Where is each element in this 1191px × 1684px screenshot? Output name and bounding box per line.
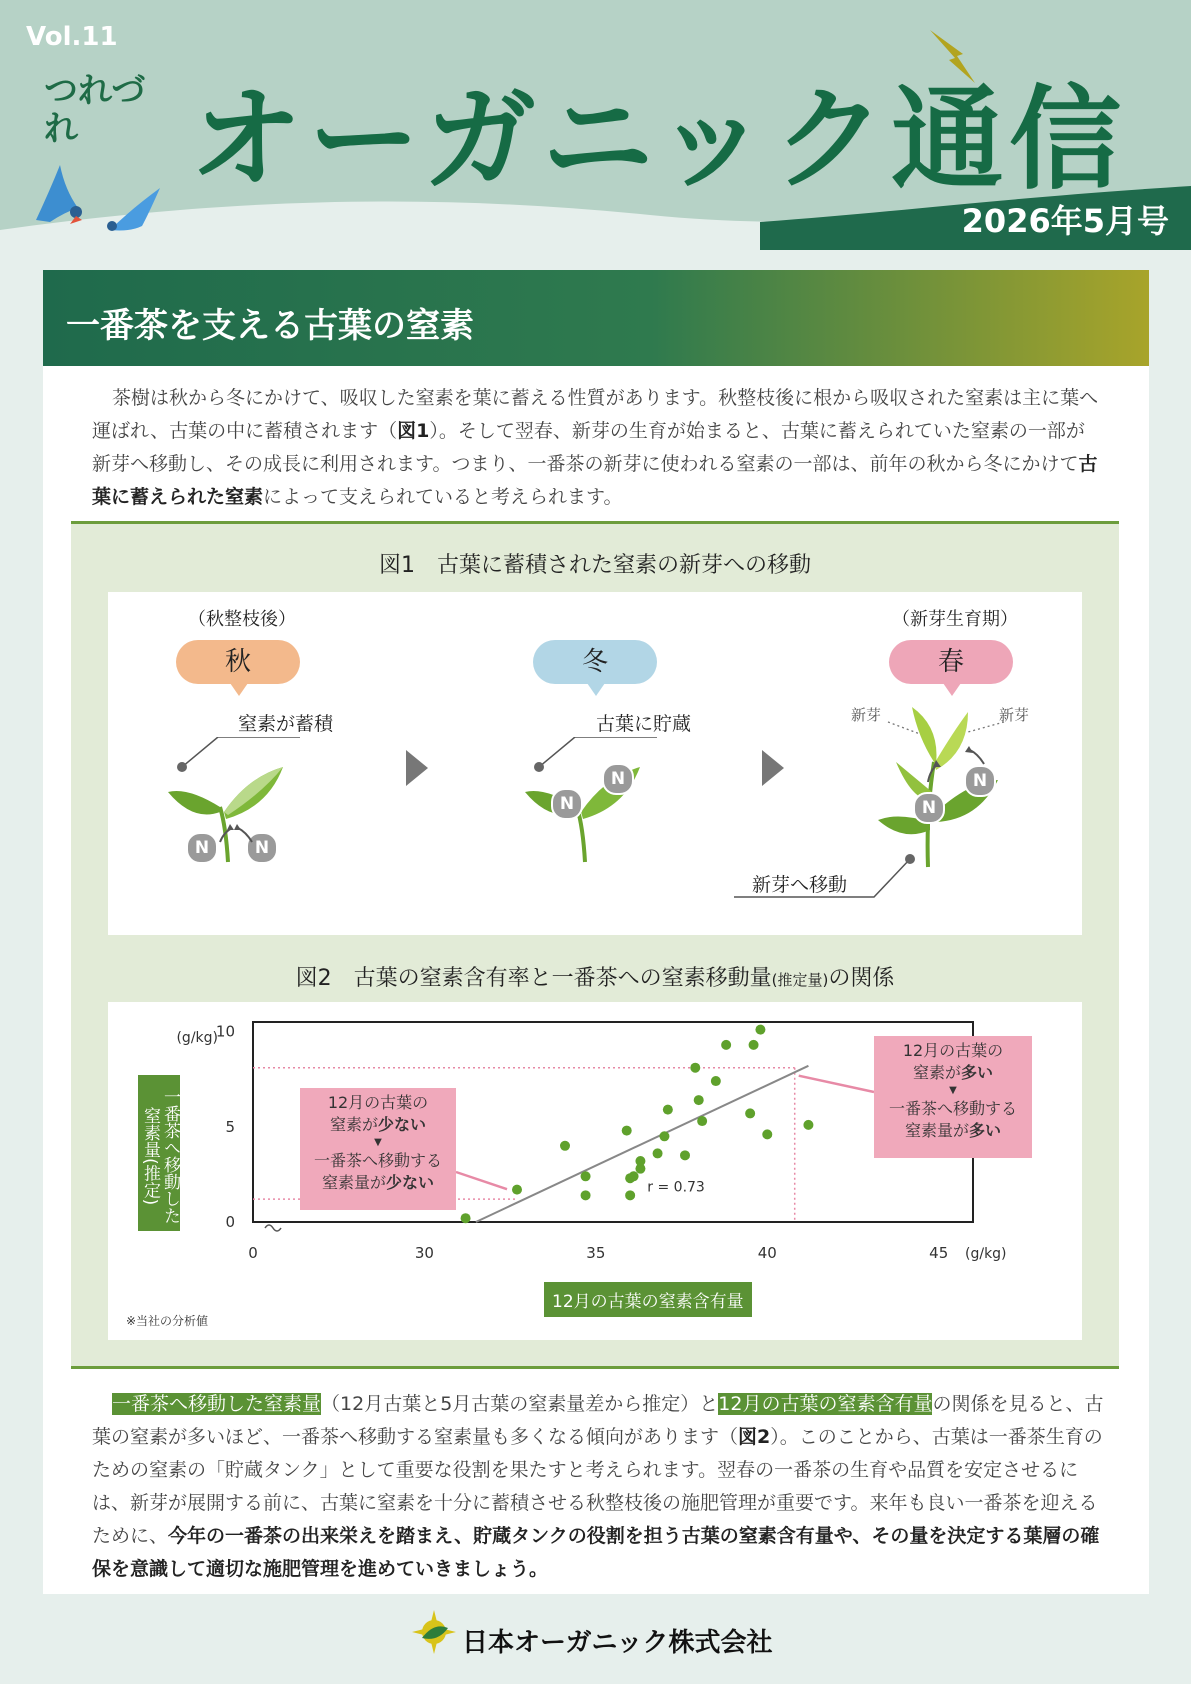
next-arrow-icon bbox=[406, 750, 428, 786]
low-nitrogen-annotation bbox=[300, 1088, 456, 1210]
high-annotation-emph: 多い bbox=[961, 1063, 994, 1082]
nitrogen-ball: N bbox=[186, 832, 218, 864]
conclusion-paragraph bbox=[92, 1388, 1112, 1586]
high-annotation-line1: 12月の古葉の bbox=[902, 1041, 1004, 1060]
x-unit-label: (g/kg) bbox=[965, 1246, 1007, 1262]
data-point bbox=[512, 1185, 522, 1195]
y-unit-label: (g/kg) bbox=[176, 1030, 218, 1046]
trend-line bbox=[476, 1066, 809, 1222]
autumn-bubble: 秋 bbox=[176, 640, 300, 684]
spring-subtitle: （新芽生育期） bbox=[892, 609, 1018, 630]
high-annotation-line2 bbox=[874, 1062, 1032, 1084]
down-triangle-icon: ▼ bbox=[949, 1085, 957, 1096]
data-point bbox=[721, 1040, 731, 1050]
data-point bbox=[762, 1129, 772, 1139]
low-annotation-line2 bbox=[300, 1114, 456, 1136]
y-axis-label: 一番茶へ移動した窒素量(推定) bbox=[138, 1075, 180, 1231]
low-annotation-text: 窒素量が bbox=[321, 1173, 386, 1192]
annotation-pointer-high bbox=[799, 1076, 874, 1092]
high-annotation-line4 bbox=[874, 1120, 1032, 1142]
sprout-label-left: 新芽 bbox=[851, 706, 882, 724]
data-point bbox=[461, 1213, 471, 1223]
data-point bbox=[581, 1171, 591, 1181]
fig2-chart-box bbox=[108, 1002, 1082, 1340]
nitrogen-ball: N bbox=[964, 765, 996, 797]
data-point bbox=[745, 1108, 755, 1118]
y-tick-label: 10 bbox=[215, 1022, 235, 1041]
intro-text-3: によって支えられていると考えられます。 bbox=[263, 486, 623, 508]
volume-number: Vol.11 bbox=[26, 22, 118, 52]
conclusion-highlight-2: 12月の古葉の窒素含有量 bbox=[718, 1393, 933, 1415]
intro-fig-ref: 図1 bbox=[397, 420, 430, 442]
fig2-title-small: (推定量) bbox=[771, 971, 829, 989]
data-point bbox=[653, 1148, 663, 1158]
data-point bbox=[622, 1126, 632, 1136]
high-annotation-emph: 多い bbox=[969, 1121, 1002, 1140]
high-annotation-text: 窒素が bbox=[912, 1063, 961, 1082]
low-annotation-line1: 12月の古葉の bbox=[327, 1093, 429, 1112]
fig2-title bbox=[71, 961, 1119, 992]
autumn-subtitle: （秋整枝後） bbox=[188, 609, 296, 630]
newsletter-title: オーガニック通信 bbox=[190, 75, 1128, 205]
fig2-title-end: の関係 bbox=[828, 966, 895, 991]
data-point bbox=[697, 1116, 707, 1126]
data-point bbox=[659, 1131, 669, 1141]
correlation-label: r = 0.73 bbox=[647, 1179, 705, 1196]
fig2-title-main: 図2 古葉の窒素含有率と一番茶への窒素移動量 bbox=[295, 966, 772, 991]
low-annotation-text: 窒素が bbox=[329, 1115, 378, 1134]
nitrogen-ball: N bbox=[602, 763, 634, 795]
up-arrows-icon bbox=[216, 820, 256, 850]
x-tick-label: 40 bbox=[757, 1244, 777, 1262]
data-point bbox=[749, 1040, 759, 1050]
data-point bbox=[711, 1076, 721, 1086]
data-point bbox=[803, 1120, 813, 1130]
x-tick-label: 0 bbox=[248, 1244, 258, 1262]
up-arrows-icon bbox=[926, 742, 986, 792]
data-point bbox=[625, 1190, 635, 1200]
low-annotation-emph: 少ない bbox=[378, 1115, 427, 1134]
swallows-illustration bbox=[30, 160, 180, 240]
data-point bbox=[581, 1190, 591, 1200]
sprout-label-right: 新芽 bbox=[999, 706, 1030, 724]
spring-label: 新芽へ移動 bbox=[752, 874, 848, 896]
x-axis-label: 12月の古葉の窒素含有量 bbox=[544, 1282, 752, 1317]
intro-text-1: 茶樹は秋から冬にかけて、吸収した窒素を葉に蓄える性質があります。秋整枝後に根から吸収された窒素は主に葉へ運ばれ、古葉の中に蓄積されます（ bbox=[92, 387, 1099, 442]
winter-bubble: 冬 bbox=[533, 640, 657, 684]
article-title: 一番茶を支える古葉の窒素 bbox=[66, 306, 474, 346]
y-tick-label: 5 bbox=[225, 1117, 235, 1136]
fig1-title: 図1 古葉に蓄積された窒素の新芽への移動 bbox=[379, 553, 811, 578]
low-annotation-line4 bbox=[300, 1172, 456, 1194]
issue-date: 2026年5月号 bbox=[961, 202, 1169, 240]
analysis-note: ※当社の分析値 bbox=[126, 1314, 209, 1328]
nitrogen-ball: N bbox=[913, 792, 945, 824]
data-point bbox=[635, 1156, 645, 1166]
axis-break-mark bbox=[265, 1225, 281, 1231]
autumn-label: 窒素が蓄積 bbox=[238, 713, 334, 735]
data-point bbox=[629, 1171, 639, 1181]
company-logo-icon bbox=[410, 1608, 458, 1656]
low-annotation-line3: 一番茶へ移動する bbox=[313, 1151, 442, 1170]
next-arrow-icon bbox=[762, 750, 784, 786]
high-annotation-text: 窒素量が bbox=[904, 1121, 969, 1140]
nitrogen-ball: N bbox=[551, 788, 583, 820]
high-nitrogen-annotation bbox=[874, 1036, 1032, 1158]
intro-paragraph bbox=[92, 382, 1102, 514]
winter-label: 古葉に貯蔵 bbox=[596, 713, 692, 735]
conclusion-bold: 今年の一番茶の出来栄えを踏まえ、貯蔵タンクの役割を担う古葉の窒素含有量や、その量を決定する葉層の確保を意識して適切な施肥管理を進めていきましょう。 bbox=[92, 1525, 1100, 1580]
data-point bbox=[560, 1141, 570, 1151]
y-tick-label: 0 bbox=[225, 1213, 235, 1231]
conclusion-highlight-1: 一番茶へ移動した窒素量 bbox=[112, 1393, 322, 1415]
data-point bbox=[690, 1063, 700, 1073]
data-point bbox=[755, 1025, 765, 1035]
data-point bbox=[694, 1095, 704, 1105]
x-tick-label: 35 bbox=[586, 1244, 606, 1262]
x-tick-label: 30 bbox=[414, 1244, 434, 1262]
spring-bubble: 春 bbox=[889, 640, 1013, 684]
fig1-diagram bbox=[108, 592, 1082, 935]
data-point bbox=[663, 1105, 673, 1115]
low-annotation-emph: 少ない bbox=[386, 1173, 435, 1192]
nitrogen-ball: N bbox=[246, 832, 278, 864]
intro-bold: 古葉に蓄えられた窒素 bbox=[92, 453, 1098, 508]
down-triangle-icon: ▼ bbox=[374, 1137, 382, 1148]
conclusion-fig-ref: 図2 bbox=[738, 1426, 771, 1448]
conclusion-text-3: ）。このことから、古葉は一番茶生育のための窒素の「貯蔵タンク」として重要な役割を果たすと考えられます。翌春の一番茶の生育や品質を安定させるには、新芽が展開する前に、古葉に窒素を十分に蓄積させる秋整枝後の施肥管理が重要です。来年も良い一番茶を迎えるために、 bbox=[92, 1426, 1103, 1547]
tsurezure-label: つれづれ bbox=[44, 71, 146, 149]
company-name: 日本オーガニック株式会社 bbox=[462, 1628, 773, 1658]
conclusion-text-2: の関係を見ると、古葉の窒素が多いほど、一番茶へ移動する窒素量も多くなる傾向があります（ bbox=[92, 1393, 1104, 1448]
annotation-pointer-low bbox=[456, 1172, 507, 1189]
conclusion-text-1: （12月古葉と5月古葉の窒素量差から推定）と bbox=[321, 1393, 719, 1415]
high-annotation-line3: 一番茶へ移動する bbox=[888, 1099, 1017, 1118]
data-point bbox=[680, 1150, 690, 1160]
x-tick-label: 45 bbox=[929, 1244, 949, 1262]
intro-text-2: ）。そして翌春、新芽の生育が始まると、古葉に蓄えられていた窒素の一部が新芽へ移動し、その成長に利用されます。つまり、一番茶の新芽に使われる窒素の一部は、前年の秋から冬にかけて bbox=[92, 420, 1085, 475]
